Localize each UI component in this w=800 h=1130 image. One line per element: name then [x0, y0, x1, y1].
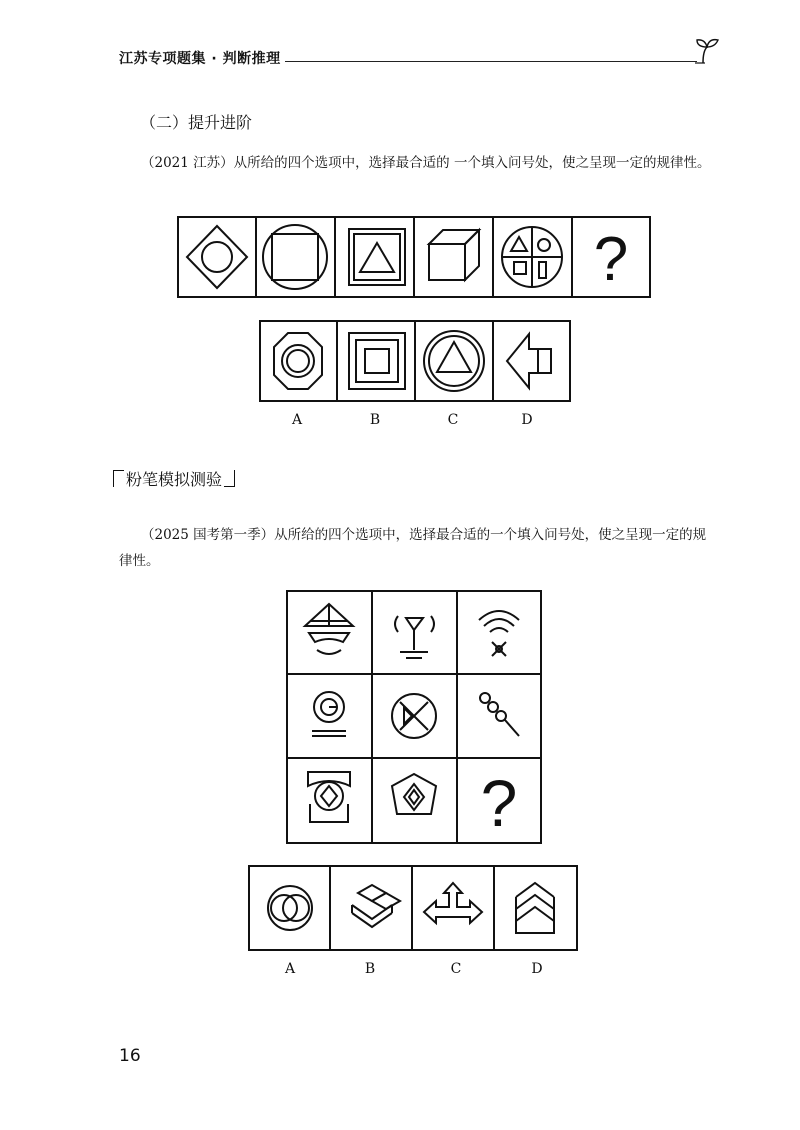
q2-option-a-label[interactable]: A: [284, 961, 296, 977]
sprout-icon: [693, 37, 721, 65]
option-c-triple-arrow[interactable]: [424, 883, 482, 923]
grid-pentagon-diamond-figure: [392, 774, 436, 814]
corner-bracket-open: [113, 470, 124, 487]
q1-option-c-label[interactable]: C: [447, 412, 459, 428]
question-mark: ?: [593, 225, 629, 294]
grid-beads-figure: [480, 693, 519, 736]
question-2-grid: [286, 590, 542, 844]
seq-cube: [429, 230, 479, 280]
header-rule: [285, 61, 697, 62]
grid-umbrella-figure: [305, 604, 353, 654]
q2-option-c-label[interactable]: C: [450, 961, 462, 977]
mock-test-title: 粉笔模拟测验: [126, 470, 223, 489]
question-1-text: （2021 江苏）从所给的四个选项中，选择最合适的 一个填入问号处，使之呈现一定的规律性。: [141, 155, 711, 171]
question-2-options: [248, 865, 578, 951]
q1-option-b-label[interactable]: B: [369, 412, 381, 428]
grid-antenna-figure: [395, 616, 434, 658]
q1-option-a-label[interactable]: A: [291, 412, 303, 428]
seq-diamond-circle: [187, 226, 247, 288]
grid-clock-figure: [312, 692, 346, 736]
q1-option-d-label[interactable]: D: [521, 412, 533, 428]
option-a-octagon[interactable]: [274, 333, 322, 389]
running-header-title: 江苏专项题集 · 判断推理: [119, 51, 281, 67]
page-number: 16: [119, 1046, 141, 1066]
corner-bracket-close: [224, 470, 235, 487]
option-a-overlapping-circles[interactable]: [268, 886, 312, 930]
q2-option-d-label[interactable]: D: [531, 961, 543, 977]
mock-test-heading: [113, 467, 235, 490]
seq-circle-square: [263, 225, 327, 289]
option-d-chevron-stack[interactable]: [516, 883, 554, 933]
question-2-text: （2025 国考第一季）从所给的四个选项中，选择最合适的一个填入问号处，使之呈现一定的规律性。: [119, 527, 707, 569]
q2-option-b-label[interactable]: B: [364, 961, 376, 977]
seq-circle-quadrants: [502, 227, 562, 287]
option-b-nested-squares[interactable]: [349, 333, 405, 389]
option-d-arrow[interactable]: [507, 334, 551, 388]
question-1-sequence: [177, 216, 651, 298]
grid-circle-cross-figure: [392, 694, 436, 738]
seq-square-triangle: [349, 229, 405, 285]
option-b-tray-figure[interactable]: [352, 885, 400, 927]
grid-wifi-x-figure: [479, 611, 519, 656]
question-1-options: [259, 320, 571, 402]
option-c-circle-triangle[interactable]: [424, 331, 484, 391]
grid-question-mark: ?: [480, 766, 518, 840]
grid-cup-diamond-figure: [308, 772, 350, 822]
section-title: （二）提升进阶: [140, 113, 253, 132]
